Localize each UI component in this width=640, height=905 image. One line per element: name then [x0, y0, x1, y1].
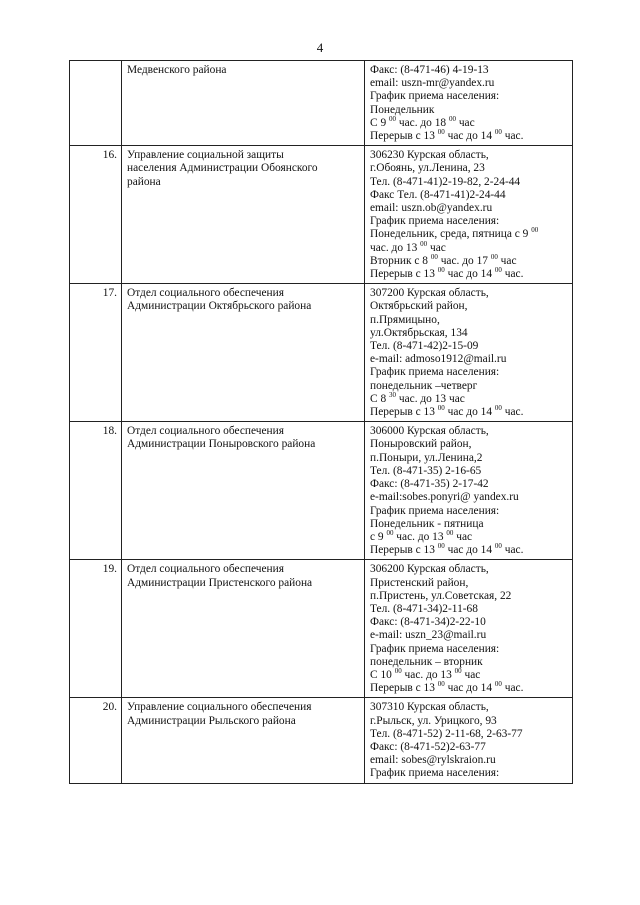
row-number: 20.	[70, 698, 122, 783]
time-minutes-superscript: 00	[490, 252, 498, 261]
contact-line: Перерыв с 13 $^{00}$ час до 14 $^{00}$ час.	[370, 266, 524, 281]
time-minutes-superscript: 00	[437, 542, 445, 551]
contact-line: Тел. (8-471-41)2-19-82, 2-24-44	[370, 175, 521, 188]
row-number	[70, 61, 122, 146]
time-minutes-superscript: 00	[437, 680, 445, 689]
contact-line: С 8 $^{30}$ час. до 13 час	[370, 390, 465, 405]
contact-info	[365, 61, 573, 146]
contact-line: График приема населения:	[370, 642, 500, 655]
organization-name	[122, 61, 365, 146]
contact-line: Тел. (8-471-42)2-15-09	[370, 340, 479, 353]
contact-line: понедельник –четверг	[370, 379, 478, 392]
contact-line: Факс: (8-471-35) 2-17-42	[370, 478, 489, 491]
contact-line: Факс: (8-471-52)2-63-77	[370, 740, 486, 753]
organization-name-line: Администрации Октябрьского района	[127, 300, 312, 313]
time-minutes-superscript: 00	[394, 666, 402, 675]
organization-name-line: Отдел социального обеспечения	[127, 563, 284, 576]
contact-line: email: sobes@rylskraion.ru	[370, 754, 496, 767]
contact-info	[365, 284, 573, 422]
contact-line: 306230 Курская область,	[370, 149, 489, 162]
contact-line: email: uszn.ob@yandex.ru	[370, 202, 493, 215]
row-number: 17.	[70, 284, 122, 422]
organization-name-line: Отдел социального обеспечения	[127, 425, 284, 438]
organization-name-line: Администрации Пристенского района	[127, 576, 313, 589]
contact-line: С 9 $^{00}$ час. до 18 $^{00}$ час	[370, 114, 475, 129]
contact-line: Факс Тел. (8-471-41)2-24-44	[370, 188, 506, 201]
time-minutes-superscript: 00	[494, 128, 502, 137]
contact-info	[365, 146, 573, 284]
table-row	[70, 61, 573, 146]
contact-line: График приема населения:	[370, 504, 500, 517]
contact-line: График приема населения:	[370, 90, 500, 103]
contact-line: Тел. (8-471-52) 2-11-68, 2-63-77	[370, 727, 523, 740]
contact-line: Перерыв с 13 $^{00}$ час до 14 $^{00}$ час.	[370, 404, 524, 419]
contact-line: 307200 Курская область,	[370, 287, 489, 300]
contact-line: п.Поныри, ул.Ленина,2	[370, 451, 483, 464]
contact-line: Факс: (8-471-46) 4-19-13	[370, 64, 489, 76]
contact-line: С 10 $^{00}$ час. до 13 $^{00}$ час	[370, 666, 481, 681]
row-number: 16.	[70, 146, 122, 284]
contact-line: Перерыв с 13 $^{00}$ час до 14 $^{00}$ час.	[370, 542, 524, 557]
contact-info	[365, 698, 573, 783]
page-number: 4	[316, 40, 324, 55]
contact-line: час. до 13 $^{00}$ час	[370, 239, 446, 254]
time-minutes-superscript: 00	[494, 542, 502, 551]
time-minutes-superscript: 00	[448, 114, 456, 123]
time-minutes-superscript: 00	[494, 680, 502, 689]
table-row	[70, 284, 573, 422]
time-minutes-superscript: 00	[454, 666, 462, 675]
contact-info	[365, 560, 573, 698]
contact-line: e-mail:sobes.ponyri@ yandex.ru	[370, 491, 519, 504]
contact-line: Вторник с 8 $^{00}$ час. до 17 $^{00}$ час	[370, 252, 517, 267]
contact-line: Понедельник - пятница	[370, 517, 484, 530]
time-minutes-superscript: 00	[446, 528, 454, 537]
contact-line: График приема населения:	[370, 366, 500, 379]
table-row	[70, 698, 573, 783]
organization-name	[122, 146, 365, 284]
time-minutes-superscript: 00	[437, 128, 445, 137]
contact-info	[365, 422, 573, 560]
contact-line: Октябрьский район,	[370, 300, 468, 313]
organization-name	[122, 422, 365, 560]
contact-line: e-mail: uszn_23@mail.ru	[370, 629, 487, 642]
table-row	[70, 422, 573, 560]
contact-line: Понедельник	[370, 103, 435, 116]
organization-name	[122, 698, 365, 783]
contact-line: Тел. (8-471-35) 2-16-65	[370, 464, 482, 477]
organization-name-line: района	[127, 175, 161, 188]
organization-name-line: Администрации Поныровского района	[127, 438, 316, 451]
contact-line: График приема населения:	[370, 215, 500, 228]
organization-name-line: Управление социального обеспечения	[127, 701, 312, 714]
organization-name-line: населения Администрации Обоянского	[127, 162, 318, 175]
contact-line: Пристенский район,	[370, 576, 469, 589]
contact-line: e-mail: admoso1912@mail.ru	[370, 353, 507, 366]
time-minutes-superscript: 30	[389, 390, 396, 399]
row-number: 19.	[70, 560, 122, 698]
contact-line: понедельник – вторник	[370, 655, 483, 668]
organization-name-line: Отдел социального обеспечения	[127, 287, 284, 300]
contact-line: Понедельник, среда, пятница с 9 $^{00}$	[370, 226, 539, 241]
contact-line: Перерыв с 13 $^{00}$ час до 14 $^{00}$ час.	[370, 128, 524, 143]
contact-line: Перерыв с 13 $^{00}$ час до 14 $^{00}$ час.	[370, 680, 524, 695]
contact-line: Тел. (8-471-34)2-11-68	[370, 602, 478, 615]
organization-name	[122, 560, 365, 698]
time-minutes-superscript: 00	[430, 252, 438, 261]
contact-line: Поныровский район,	[370, 438, 472, 451]
time-minutes-superscript: 00	[389, 114, 396, 123]
time-minutes-superscript: 00	[531, 226, 539, 235]
contact-line: г.Рыльск, ул. Урицкого, 93	[370, 714, 497, 727]
time-minutes-superscript: 00	[494, 404, 502, 413]
social-services-table	[69, 60, 573, 784]
organization-name-line: Администрации Рыльского района	[127, 714, 296, 727]
contact-line: п.Пристень, ул.Советская, 22	[370, 589, 512, 602]
time-minutes-superscript: 00	[437, 266, 445, 275]
contact-line: 306000 Курская область,	[370, 425, 489, 438]
contact-line: 307310 Курская область,	[370, 701, 489, 714]
table-row	[70, 560, 573, 698]
contact-line: Факс: (8-471-34)2-22-10	[370, 616, 486, 629]
table-row	[70, 146, 573, 284]
time-minutes-superscript: 00	[494, 266, 502, 275]
organization-name-line: Управление социальной защиты	[127, 149, 284, 162]
row-number: 18.	[70, 422, 122, 560]
contact-line: email: uszn-mr@yandex.ru	[370, 77, 495, 90]
time-minutes-superscript: 00	[437, 404, 445, 413]
contact-line: п.Прямицыно,	[370, 313, 440, 326]
contact-line: с 9 $^{00}$ час. до 13 $^{00}$ час	[370, 528, 473, 543]
organization-name-line: Медвенского района	[127, 64, 227, 76]
organization-name	[122, 284, 365, 422]
time-minutes-superscript: 00	[420, 239, 428, 248]
contact-line: График приема населения:	[370, 767, 500, 780]
contact-line: ул.Октябрьская, 134	[370, 326, 468, 339]
contact-line: г.Обоянь, ул.Ленина, 23	[370, 162, 485, 175]
time-minutes-superscript: 00	[386, 528, 394, 537]
contact-line: 306200 Курская область,	[370, 563, 489, 576]
